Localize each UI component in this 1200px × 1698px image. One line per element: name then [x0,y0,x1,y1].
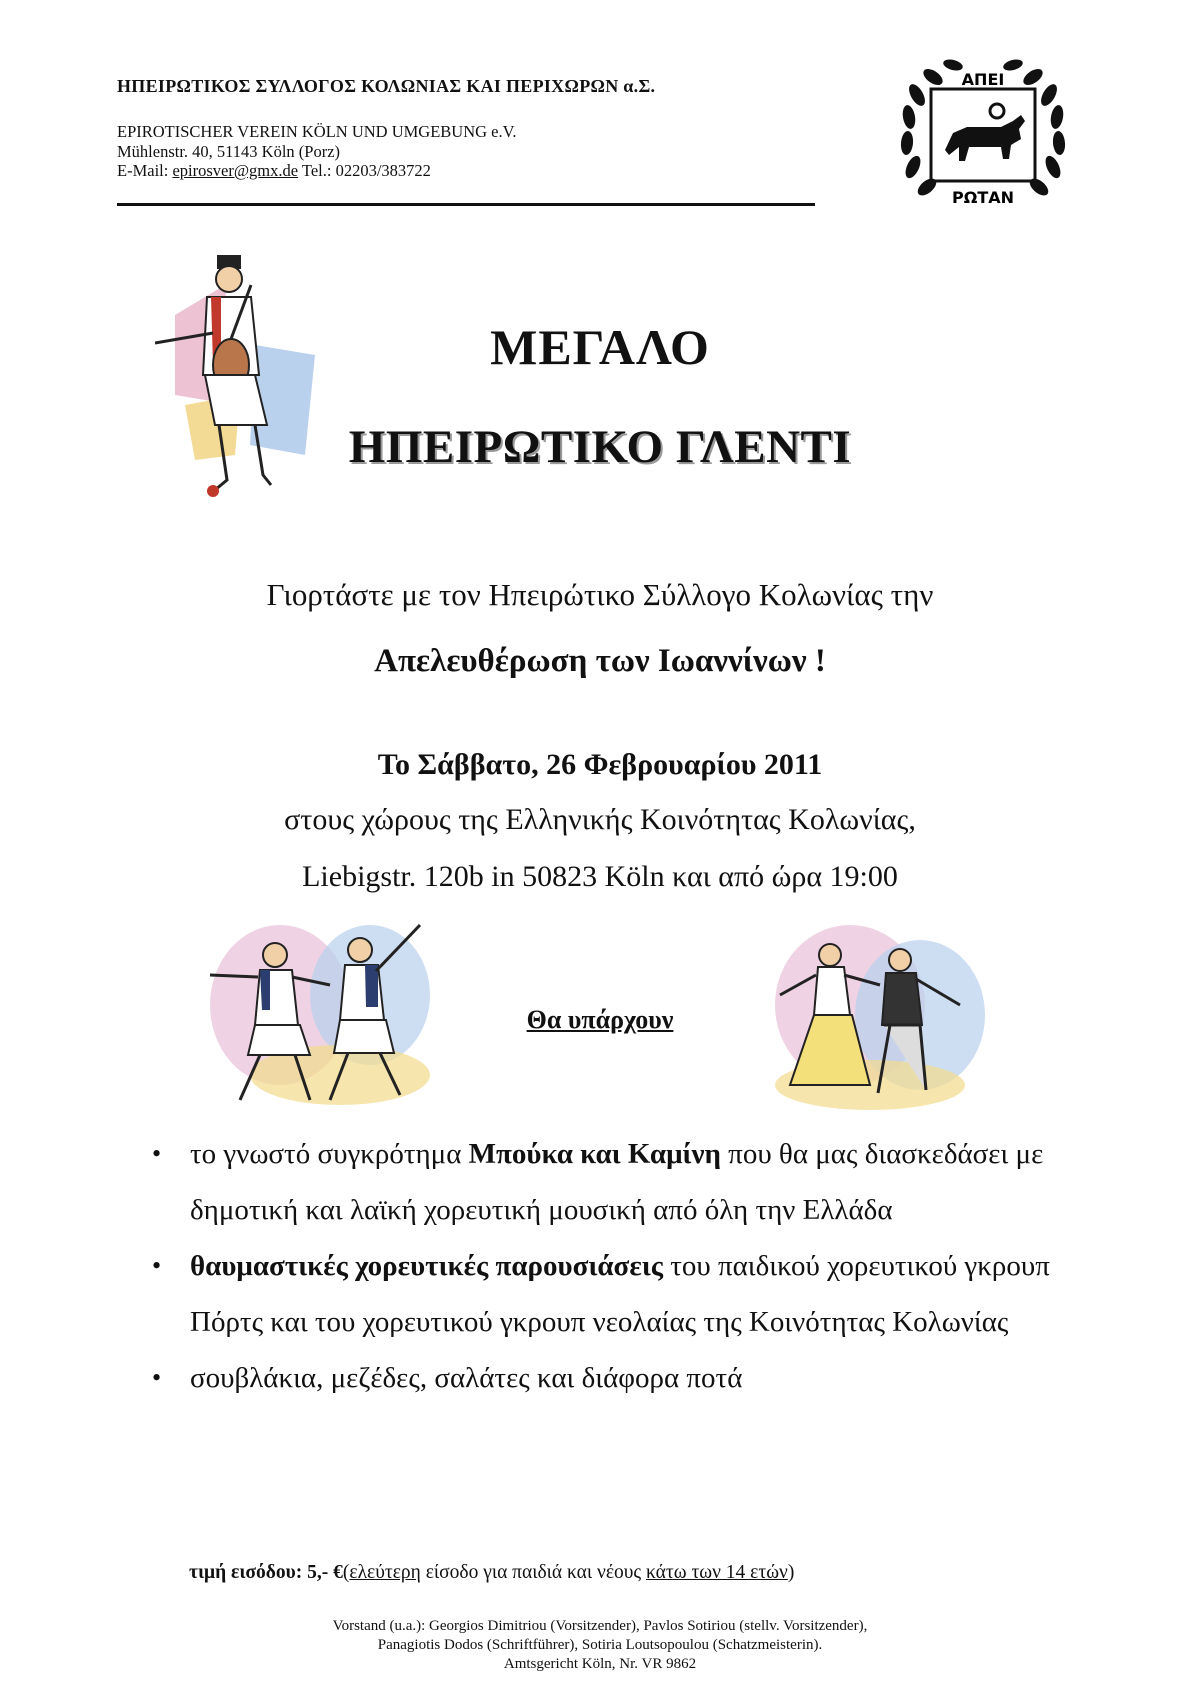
list-item [150,1126,1110,1238]
bullet-icon: • [152,1251,162,1280]
entry-price-line [189,1562,794,1584]
bullet-icon: • [152,1363,162,1392]
footer-board [0,1617,1200,1674]
item-text-bold: θαυμαστικές χορευτικές παρουσιάσεις [190,1250,663,1282]
event-date: Το Σάββατο, 26 Φεβρουαρίου 2011 [377,748,823,781]
org-address: Mühlenstr. 40, 51143 Köln (Porz) [117,141,341,161]
item-text-post: που θα μας διασκεδάσει με δημοτική και λαϊκή χορευτική μουσική από όλη την Ελλάδα [190,1138,1044,1226]
header-divider [117,203,815,206]
footer-line-1: Vorstand (u.a.): Georgios Dimitriou (Vorsitzender), Pavlos Sotiriou (stellv. Vorsitzender), [332,1618,868,1634]
org-contact-block [117,122,517,181]
bullet-icon: • [152,1139,162,1168]
dancers-illustration-right [760,915,1000,1115]
list-item [150,1238,1110,1350]
price-label: τιμή εισόδου: 5,- € [189,1562,343,1583]
liberation-headline: Απελευθέρωση των Ιωαννίνων ! [374,643,826,679]
event-venue-line-1: στους χώρους της Ελληνικής Κοινότητας Κολωνίας, [284,803,916,836]
item-text-pre: σουβλάκια, μεζέδες, σαλάτες και διάφορα ποτά [190,1362,743,1394]
email-label: E-Mail: [117,161,173,180]
logo-text-top: ΑΠΕΙ [961,70,1005,89]
there-will-be-heading: Θα υπάρχουν [526,1005,674,1034]
event-venue-line-2: Liebigstr. 120b in 50823 Köln και από ώρα 19:00 [302,860,898,893]
club-logo-icon [897,55,1069,213]
title-line-1: ΜΕΓΑΛΟ [490,319,710,375]
price-free: ελεύτερη [349,1562,421,1583]
title-line-2: ΗΠΕΙΡΩΤΙΚΟ ΓΛΕΝΤΙ [348,421,852,473]
email-link[interactable]: epirosver@gmx.de [172,161,299,180]
item-text-bold: Μπούκα και Καμίνη [468,1138,721,1170]
price-paren-close: ) [787,1562,795,1583]
list-item [150,1350,1110,1406]
phone: Tel.: 02203/383722 [298,161,431,180]
org-name-greek: ΗΠΕΙΡΩΤΙΚΟΣ ΣΥΛΛΟΓΟΣ ΚΟΛΩΝΙΑΣ ΚΑΙ ΠΕΡΙΧΩΡΩΝ α.Σ. [117,76,656,96]
org-name-german: EPIROTISCHER VEREIN KÖLN UND UMGEBUNG e.V. [117,122,517,141]
offerings-list [150,1126,1110,1406]
item-text-pre: το γνωστό συγκρότημα [190,1138,469,1170]
price-middle: είσοδο για παιδιά και νέους [420,1562,647,1583]
intro-text: Γιορτάστε με τον Ηπειρώτικο Σύλλογο Κολωνίας την [266,577,934,612]
logo-text-bottom: ΡΩΤΑΝ [951,188,1015,207]
footer-line-2: Panagiotis Dodos (Schriftführer), Sotiria Loutsopoulou (Schatzmeisterin). [377,1637,823,1653]
org-contact-line [117,161,517,181]
price-paren-open: ( [342,1562,350,1583]
item-text-post: του παιδικού χορευτικού γκρουπ Πόρτς και του χορευτικού γκρουπ νεολαίας της Κοινότητας Κολωνίας [190,1250,1050,1338]
price-age: κάτω των 14 ετών [646,1562,788,1583]
footer-line-3: Amtsgericht Köln, Nr. VR 9862 [503,1656,697,1672]
